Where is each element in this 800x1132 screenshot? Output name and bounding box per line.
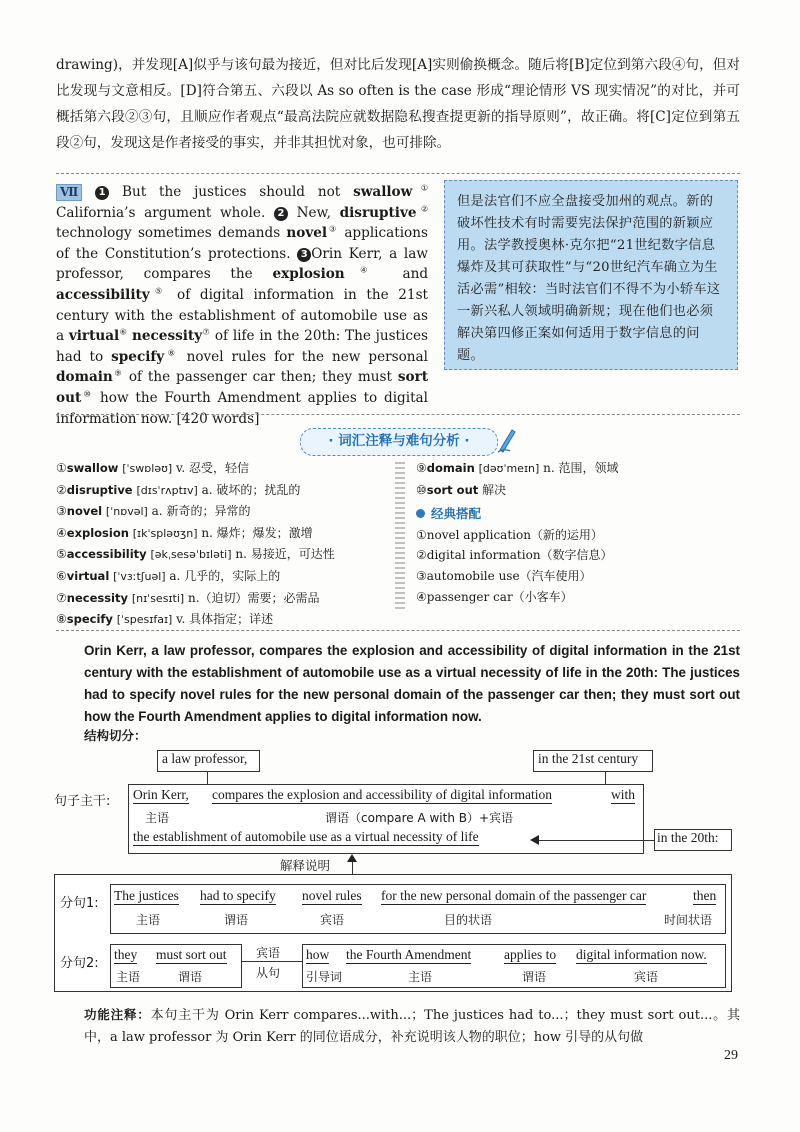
clause2-sub-part: how: [306, 947, 330, 962]
divider-top: [56, 173, 740, 174]
clause2-sub-role: 引导词: [306, 970, 343, 984]
vocab-word: explosion: [272, 266, 345, 283]
spiral-divider: [395, 462, 405, 612]
collocation-heading: 经典搭配: [416, 504, 740, 525]
with-text: with: [611, 787, 636, 802]
clause1-label: 分句1:: [60, 896, 99, 911]
sentence-number-2: 2: [274, 207, 288, 221]
role-subject: 主语: [145, 811, 170, 825]
vocab-heading: [300, 428, 498, 456]
structure-label: 结构切分：: [84, 728, 147, 743]
object-line-2: the establishment of automobile use as a virtual necessity of life: [133, 829, 479, 844]
passage-text: applications of the Constitution’s protections.: [56, 225, 428, 262]
word-count: [420 words]: [176, 410, 260, 427]
vocab-word: sort out: [56, 369, 429, 406]
passage-text: of digital information in the 21st century with the establishment of automobile use as a: [56, 286, 429, 345]
note-marker: ⑦: [202, 327, 211, 337]
passage-text: But the justices should not: [121, 184, 341, 200]
note-marker: ⑧: [164, 348, 179, 358]
note-marker: ⑨: [112, 368, 124, 378]
passage-text: technology sometimes demands: [56, 225, 281, 242]
vocab-item: ①swallow [ˈswɒləʊ] v. 忍受，轻信: [56, 461, 249, 475]
vocab-list-right: [416, 458, 740, 607]
vocab-item: ②disruptive [dɪsˈrʌptɪv] a. 破坏的；扰乱的: [56, 482, 301, 497]
role-predicate: 谓语（compare A with B）+宾语: [325, 811, 514, 825]
vocab-word: specify: [111, 348, 165, 365]
bullet-icon: [416, 509, 425, 518]
divider-middle: [56, 414, 740, 415]
vocab-item: ⑧specify [ˈspesɪfaɪ] v. 具体指定；详述: [56, 612, 274, 627]
passage-paragraph: [56, 182, 428, 429]
vocab-word: necessity: [131, 328, 203, 345]
passage-text: of the passenger car then; they must: [128, 369, 392, 386]
sentence-number-3: 3: [297, 248, 311, 262]
vocab-item: ⑤accessibility [əkˌsesəˈbɪləti] n. 易接近，可达性: [56, 547, 335, 562]
function-note-text: 本句主干为 Orin Kerr compares...with...；The justices had to...；they must sort out...。其中，a law professor 为 Orin Kerr 的同位语成分，补充说明该人物的职位；how 引导的从句做: [84, 1008, 740, 1045]
sentence-number-1: 1: [95, 186, 109, 200]
clause1-part: then: [693, 888, 717, 903]
note-marker: ⑥: [119, 327, 128, 337]
collocation-item: ③automobile use（汽车使用）: [416, 568, 592, 583]
passage-text: and: [402, 266, 429, 283]
passage-text: New,: [296, 204, 331, 221]
clause2-sub-part: the Fourth Amendment: [346, 947, 472, 962]
vocab-word: accessibility: [56, 286, 150, 303]
divider-lower: [56, 630, 740, 631]
pen-icon: [496, 424, 518, 454]
time-text-2: in the 20th:: [657, 830, 719, 845]
passage-text: how the Fourth Amendment applies to digital information now.: [56, 389, 429, 427]
function-note: [84, 1004, 740, 1049]
vocab-item: ⑥virtual [ˈvɜːtʃuəl] a. 几乎的，实际上的: [56, 568, 281, 583]
clause1-role: 目的状语: [444, 913, 493, 927]
vocab-word: virtual: [68, 328, 120, 345]
clause2-part: they: [114, 947, 138, 962]
translation-box: [444, 180, 738, 370]
arrow-line: [538, 840, 654, 841]
clause1-role: 时间状语: [664, 913, 713, 927]
paragraph-number: Ⅶ: [56, 184, 82, 201]
object-clause-label: 宾语: [256, 946, 281, 960]
note-marker: ④: [344, 265, 383, 275]
note-marker: ①: [412, 183, 428, 193]
translation-text: 但是法官们不应全盘接受加州的观点。新的破坏性技术有时需要宪法保护范围的新颖应用。法学教授奥林·克尔把“21世纪数字信息爆炸及其可获取性”与“20世纪汽车确立为生活必需”相较：当时法官们不得不为小轿车这一新兴私人领域明确新规；现在他们也必须解决第四修正案如何适用于数字信息的问题。: [457, 194, 721, 363]
page-number: 29: [724, 1048, 738, 1063]
passage-text: California’s argument whole.: [56, 204, 266, 221]
clause1-role: 谓语: [224, 913, 249, 927]
clause1-part: for the new personal domain of the passenger car: [381, 888, 647, 903]
clause2-role: 谓语: [178, 970, 203, 984]
time-text-1: in the 21st century: [538, 751, 639, 766]
clause2-sub-role: 宾语: [634, 970, 659, 984]
difficult-sentence: Orin Kerr, a law professor, compares the explosion and accessibility of digital information in the 21st century with the establishment of automobile use as a virtual necessity of life in the 20th: The justices had to specify novel rules for the new personal domain of the passenger car then; they must sort out how the Fourth Amendment applies to digital information now.: [84, 643, 740, 724]
collocation-item: ④passenger car（小客车）: [416, 589, 573, 604]
note-marker: ⑩: [81, 389, 94, 399]
main-clause-label: 句子主干:: [54, 794, 111, 809]
arrow-head: [530, 835, 539, 845]
vocab-word: swallow: [353, 184, 413, 200]
clause2-sub-role: 谓语: [522, 970, 547, 984]
note-marker: ⑤: [149, 286, 168, 296]
vocab-item: ④explosion [ɪkˈspləʊʒn] n. 爆炸；爆发；激增: [56, 525, 313, 540]
clause1-part: The justices: [114, 888, 179, 903]
explain-label: 解释说明: [280, 858, 331, 873]
intro-text: drawing)，并发现[A]似乎与该句最为接近，但对比后发现[A]实则偷换概念。随后将[B]定位到第六段④句，但对比发现与文意相反。[D]符合第五、六段以 As so often is the case 形成“理论情形 VS 现实情况”的对比，并可概括第六段②③句，且顺应作者观点“最高法院应就数据隐私搜查提更新的指导原则”，故正确。将[C]定位到第五段②句，发现这是作者接受的事实，并非其担忧对象，也可排除。: [56, 57, 740, 151]
clause2-sub-role: 主语: [408, 970, 433, 984]
passage-text: novel rules for the new personal: [186, 348, 429, 365]
vocab-word: domain: [56, 369, 113, 386]
clause2-sub-part: applies to: [504, 947, 557, 962]
collocation-item: ②digital information（数字信息）: [416, 548, 613, 563]
predicate-text: compares the explosion and accessibility of digital information: [212, 787, 553, 802]
clause2-label: 分句2:: [60, 956, 99, 971]
object-clause-label: 从句: [256, 966, 281, 980]
clause1-role: 主语: [136, 913, 161, 927]
vocab-item: ⑩sort out 解决: [416, 482, 507, 497]
clause2-sub-part: digital information now.: [576, 947, 707, 962]
vocab-item: ⑨domain [dəʊˈmeɪn] n. 范围，领域: [416, 461, 619, 475]
connector-line: [242, 961, 302, 962]
clause2-role: 主语: [116, 970, 141, 984]
note-marker: ③: [327, 224, 339, 234]
collocation-item: ①novel application（新的运用）: [416, 527, 603, 542]
note-marker: ②: [416, 204, 429, 214]
passage-text: of life in the 20th: The justices had to: [56, 328, 429, 365]
arrow-head: [347, 854, 357, 862]
vocab-item: ⑦necessity [nɪˈsesɪti] n.（迫切）需要；必需品: [56, 590, 320, 605]
vocab-word: disruptive: [339, 204, 417, 221]
clause1-part: had to specify: [200, 888, 276, 903]
vocab-word: novel: [286, 225, 328, 242]
subject-text: Orin Kerr,: [133, 787, 189, 802]
intro-paragraph: [56, 52, 740, 156]
clause2-part: must sort out: [156, 947, 227, 962]
clause1-role: 宾语: [320, 913, 345, 927]
vocab-item: ③novel [ˈnɒvəl] a. 新奇的；异常的: [56, 504, 251, 519]
appositive-text: a law professor,: [162, 751, 248, 766]
vocab-list-left: [56, 458, 386, 631]
function-note-label: 功能注释：: [84, 1007, 151, 1022]
clause1-part: novel rules: [302, 888, 362, 903]
passage-text: Orin Kerr, a law professor, compares the: [56, 245, 429, 283]
vocab-heading-text: · 词汇注释与难句分析 ·: [328, 433, 470, 449]
